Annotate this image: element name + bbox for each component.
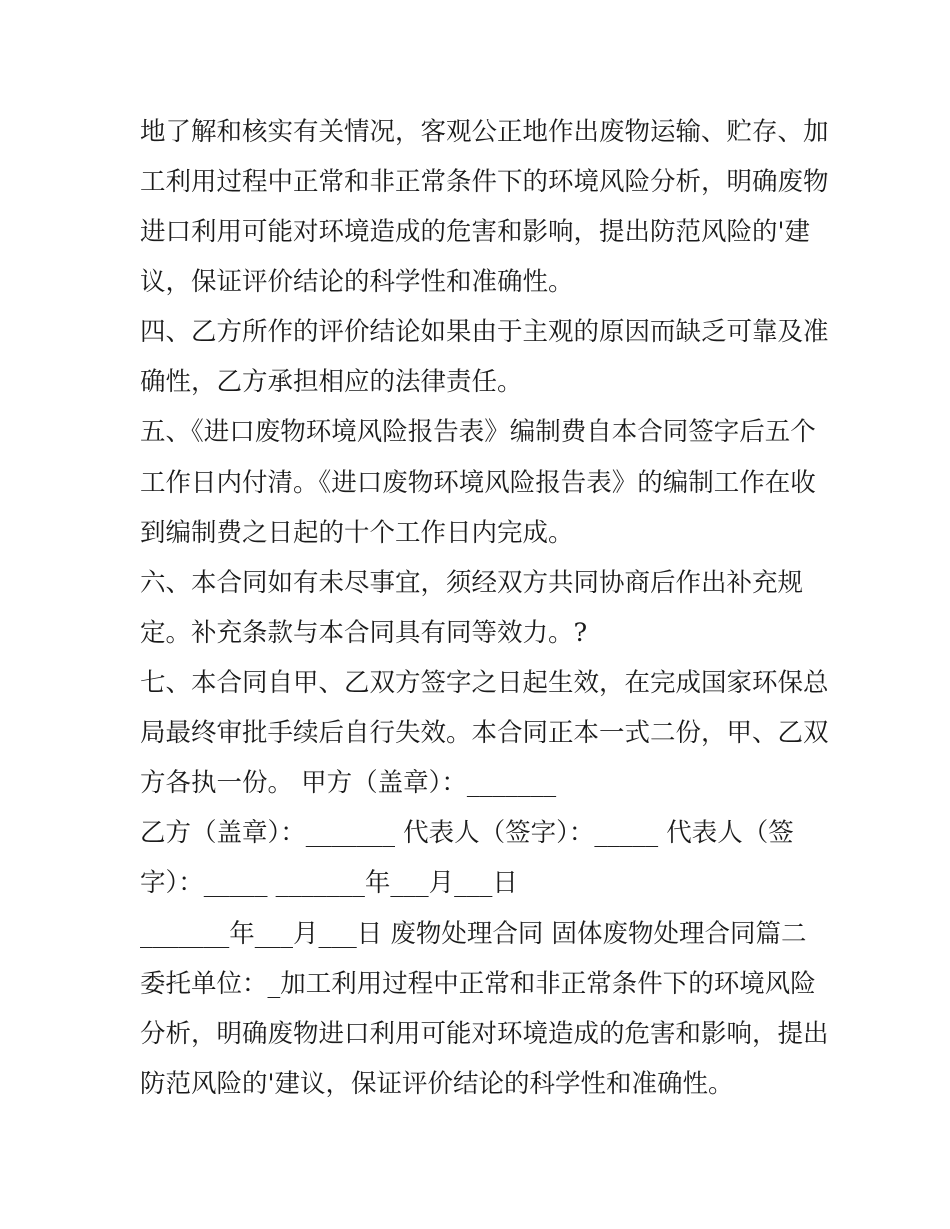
text-line: 四、乙方所作的评价结论如果由于主观的原因而缺乏可靠及准: [140, 317, 829, 347]
text-line: 乙方（盖章）：_______ 代表人（签字）：_____ 代表人（签: [140, 818, 794, 848]
text-line: 议，保证评价结论的科学性和准确性。: [140, 267, 574, 297]
text-line: 防范风险的'建议，保证评价结论的科学性和准确性。: [140, 1069, 734, 1099]
text-line: 分析，明确废物进口利用可能对环境造成的危害和影响，提出: [140, 1019, 829, 1049]
text-line: 到编制费之日起的十个工作日内完成。: [140, 518, 574, 548]
text-line: 委托单位：_加工利用过程中正常和非正常条件下的环境风险: [140, 969, 816, 999]
text-line: 字）：_____ _______年___月___日: [140, 868, 518, 898]
text-line: 定。补充条款与本合同具有同等效力。?: [140, 618, 588, 648]
text-line: 七、本合同自甲、乙双方签字之日起生效，在完成国家环保总: [140, 668, 829, 698]
text-line: 方各执一份。 甲方（盖章）：_______: [140, 768, 557, 798]
text-line: 工利用过程中正常和非正常条件下的环境风险分析，明确废物: [140, 167, 829, 197]
text-line: 确性，乙方承担相应的法律责任。: [140, 367, 523, 397]
text-line: _______年___月___日 废物处理合同 固体废物处理合同篇二: [140, 919, 807, 949]
text-line: 五、《进口废物环境风险报告表》编制费自本合同签字后五个: [140, 417, 816, 447]
text-line: 地了解和核实有关情况，客观公正地作出废物运输、贮存、加: [140, 117, 829, 147]
text-line: 进口利用可能对环境造成的危害和影响，提出防范风险的'建: [140, 217, 811, 247]
text-line: 六、本合同如有未尽事宜，须经双方共同协商后作出补充规: [140, 568, 804, 598]
text-line: 工作日内付清。《进口废物环境风险报告表》的编制工作在收: [140, 468, 816, 498]
text-line: 局最终审批手续后自行失效。本合同正本一式二份，甲、乙双: [140, 718, 829, 748]
